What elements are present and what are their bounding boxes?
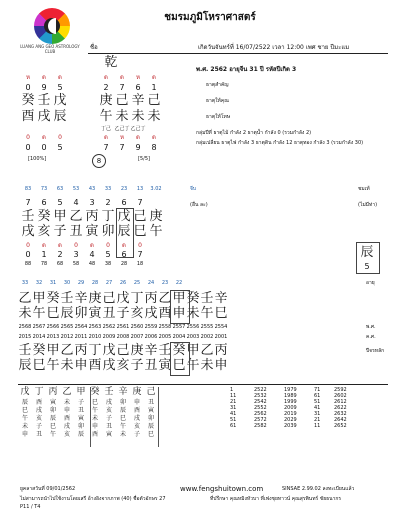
lower-table: 戊 丁 丙 乙 甲 癸 壬 辛 庚 己 辰 巳 午 未 申 酉 戌 亥 子 丑 寅 卯 辰 巳 午 未 申 酉 戌 亥 子 丑 寅 卯 辰 巳 午 未 申 酉 戌 亥 子 丑 寅 卯 辰 巳 午 未 申 酉 戌 亥 子 丑 寅 卯 辰 巳 1 2522 1979 71 2592 11 2532 1989 61 2602 21 2542 1999 51 2612 31 2552 2009 41 2622 41 2562 2019 31 2632 51 2572 2029 21 2642 61 2582 2039 11 2652 <box>18 387 398 485</box>
right-char: 辰 <box>360 245 374 260</box>
stem: 辛 <box>131 93 145 108</box>
footer-left2: ไม่สามารถนำไปใช้งานโดยเสรี อ้างอิงจากภาพ (40) ชื่อตัวอักษร 27 <box>20 496 166 502</box>
birth-info: เกิดวันจันทร์ที่ 16/07/2522 เวลา 12:00 เพศ ชาย ปีมะแม <box>198 44 350 51</box>
main-chart: ห ด ด ด ด ห ด 0 9 5 2 7 6 1 癸 壬 戊 庚 己 辛 己 酉 戌 辰 午 未 未 未 丁己 乙己丁 乙己丁 0 ด 0 ด ห ด ด 0 0 5 7 7 9 8 [100%] 8 [5/5] <box>20 74 190 174</box>
branch: 未 <box>115 109 129 124</box>
info-line1: พ.ศ. 2562 อายุจีน 31 ปี รหัสปีเกิด 3 <box>196 66 297 73</box>
right-num: 5 <box>364 262 370 271</box>
info-line2: ธาตุสำคัญ <box>206 82 229 88</box>
name-label: ชื่อ <box>90 44 98 51</box>
footer-left: ยูคลาสวันที่ 09/01/2562 <box>20 486 76 492</box>
footer-center[interactable]: www.fengshuitown.com <box>180 485 264 493</box>
stem: 戊 <box>53 93 67 108</box>
right-rows: 1 2522 1979 71 2592 11 2532 1989 61 2602 21 2542 1999 51 2612 31 2552 2009 41 2622 41 2562 2019 31 2632 51 2572 2029 21 2642 61 2582 2039 11 2652 <box>230 387 347 429</box>
stem: 庚 <box>99 93 113 108</box>
years-block: 33 32 31 30 29 28 27 26 25 24 23 22 อายุ 乙 甲 癸 壬 辛 庚 己 戊 丁 丙 乙 甲 癸 壬 辛 未 午 巳 辰 卯 寅 丑 子 亥 戌 酉 申 未 午 巳 2568 2567 2566 2565 2564 2563 2562 2561 2560 2559 2558 2557 2556 2555 2554 พ.ศ. 2015 2014 2013 2012 2011 2010 2009 2008 2007 2006 2005 2004 2003 2002 2001 ค.ศ. 壬 癸 甲 乙 丙 丁 戊 己 庚 辛 壬 癸 甲 乙 丙 辰 巳 午 未 申 酉 戌 亥 子 丑 寅 巳 午 未 申 ปีจรหลัก <box>18 280 400 380</box>
right-label2: (ไม่มีท่า) <box>358 202 378 208</box>
pct-label: [100%] <box>28 156 47 162</box>
decade-side-label2: (อื่น ละ) <box>190 202 208 208</box>
right-label: ชมเท้ <box>358 186 370 192</box>
current-year-box <box>170 290 190 324</box>
footer-right2: ที่ปรึกษา คุณหมิงหัวบา ที่เฟงชุยทาวน์ คุณสุรพินทร์ ชัยธนากร <box>210 496 342 502</box>
branch: 午 <box>99 109 113 124</box>
info-line3: ธาตุให้คุณ <box>206 98 229 104</box>
bracket-label: [5/5] <box>138 156 150 162</box>
qian-char: 乾 <box>104 55 118 70</box>
stem: 壬 <box>37 93 51 108</box>
decade-side-label: จีบ <box>190 186 197 192</box>
stem: 癸 <box>21 93 35 108</box>
branch: 戌 <box>37 109 51 124</box>
decade-block: 83 73 63 53 43 33 23 13 3.02 จีบ (อื่น ละ) 7 6 5 4 3 2 6 7 壬 癸 甲 乙 丙 丁 戊 己 庚 戌 亥 子 丑 寅 卯 辰 巳 午 0 ด ด 0 ด 0 ด 0 0 1 2 3 4 5 6 7 88 78 68 58 48 38 28 18 ชมเท้ (ไม่มีท่า) 辰 5 <box>20 186 400 276</box>
info-line6: กลุ่มเปลี่ยน ธาตุไฟ กำลัง 3 ธาตุดิน กำลัง 12 ธาตุทอง กำลัง 3 (รวมกำลัง 30) <box>196 140 364 146</box>
stem: 己 <box>115 93 129 108</box>
info-line4: ธาตุให้โทษ <box>206 114 231 120</box>
branch: 酉 <box>21 109 35 124</box>
info-line5: กลุ่มปีที่ ธาตุไม้ กำลัง 2 ธาตุน้ำ กำลัง 0 (รวมกำลัง 2) <box>196 130 312 136</box>
current-year-box-2 <box>170 342 190 376</box>
club-logo <box>34 8 70 44</box>
page-title: ชมรมภูมิโหราศาสตร์ <box>164 12 256 23</box>
footer-right: SINSAE 2.99.02 ลงทะเบียนแล้ว <box>282 486 355 492</box>
circle-num: 8 <box>92 154 106 168</box>
branch: 未 <box>131 109 145 124</box>
branch: 辰 <box>53 109 67 124</box>
branch: 未 <box>147 109 161 124</box>
logo-text: LUANG ANG GEO ASTROLOGY CLUB <box>20 44 80 54</box>
footer-page: P11 / T4 <box>20 504 41 510</box>
stem: 己 <box>147 93 161 108</box>
